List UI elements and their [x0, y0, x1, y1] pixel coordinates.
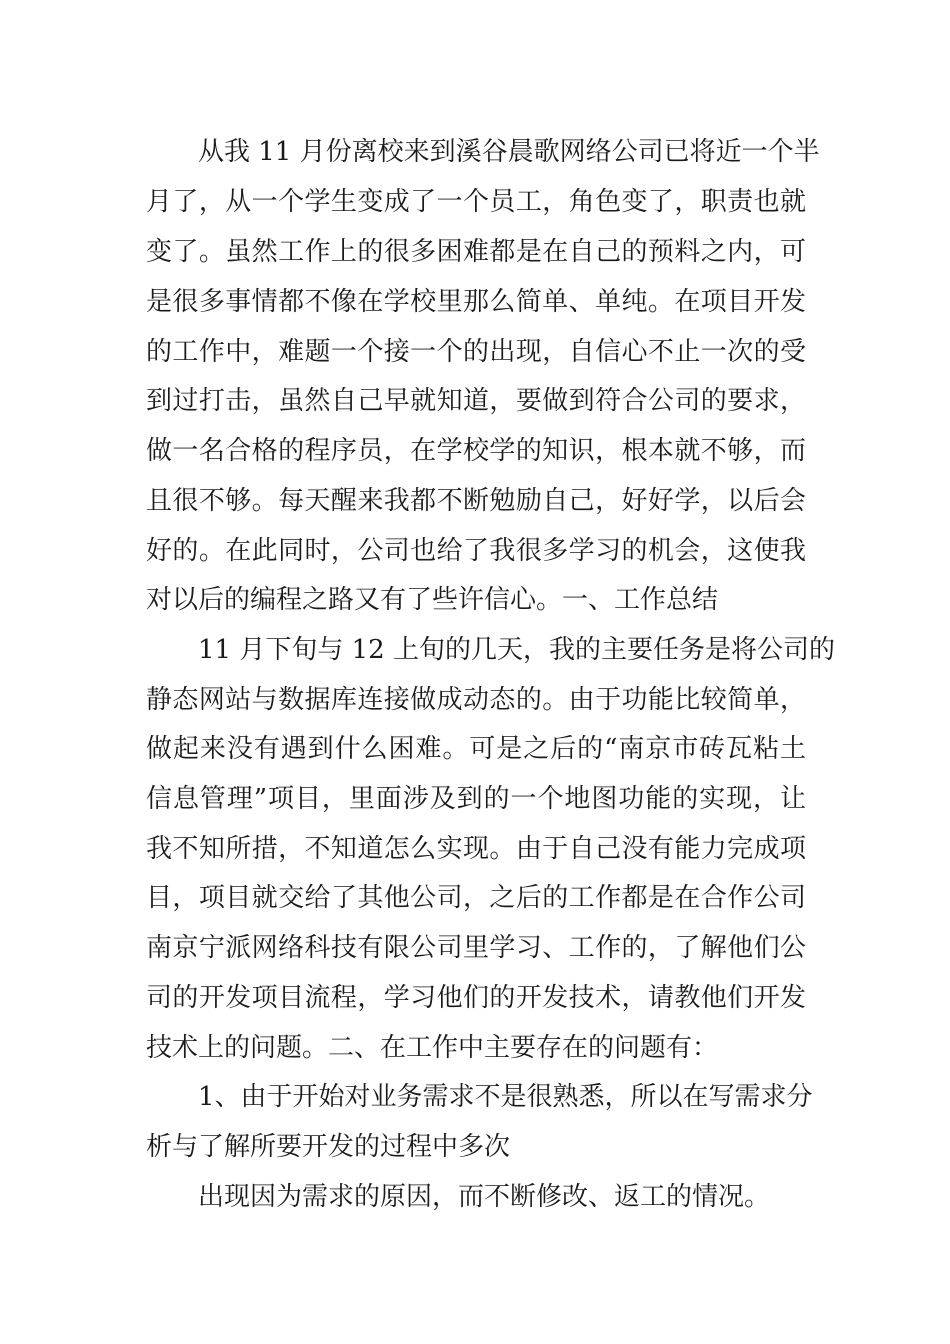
- paragraph-1-line-10: 对以后的编程之路又有了些许信心。一、工作总结: [146, 585, 719, 615]
- paragraph-2-line-7: 南京宁派网络科技有限公司里学习、工作的，了解他们公: [146, 933, 806, 963]
- paragraph-2-line-6: 目，项目就交给了其他公司，之后的工作都是在合作公司: [146, 883, 806, 913]
- paragraph-2-line-8: 司的开发项目流程，学习他们的开发技术，请教他们开发: [146, 983, 806, 1013]
- paragraph-1-line-7: 做一名合格的程序员，在学校学的知识，根本就不够，而: [146, 436, 806, 466]
- paragraph-2-line-4: 信息管理”项目，里面涉及到的一个地图功能的实现，让: [146, 784, 806, 814]
- paragraph-1-line-9: 好的。在此同时，公司也给了我很多学习的机会，这使我: [146, 536, 806, 566]
- paragraph-1-line-4: 是很多事情都不像在学校里那么简单、单纯。在项目开发: [146, 287, 806, 317]
- paragraph-1-line-5: 的工作中，难题一个接一个的出现，自信心不止一次的受: [146, 337, 806, 367]
- paragraph-1-line-6: 到过打击，虽然自己早就知道，要做到符合公司的要求，: [146, 386, 806, 416]
- paragraph-3-line-1: 1、由于开始对业务需求不是很熟悉，所以在写需求分: [198, 1082, 813, 1112]
- paragraph-3-line-2: 析与了解所要开发的过程中多次: [146, 1132, 511, 1162]
- paragraph-2-line-5: 我不知所措，不知道怎么实现。由于自己没有能力完成项: [146, 834, 806, 864]
- paragraph-2-line-1: 11 月下旬与 12 上旬的几天，我的主要任务是将公司的: [198, 635, 835, 665]
- paragraph-4-line-1: 出现因为需求的原因，而不断修改、返工的情况。: [198, 1182, 771, 1212]
- paragraph-2-line-2: 静态网站与数据库连接做成动态的。由于功能比较简单，: [146, 685, 806, 715]
- paragraph-2-line-9: 技术上的问题。二、在工作中主要存在的问题有：: [146, 1033, 719, 1063]
- paragraph-1-line-3: 变了。虽然工作上的很多困难都是在自己的预料之内，可: [146, 237, 806, 267]
- paragraph-2-line-3: 做起来没有遇到什么困难。可是之后的“南京市砖瓦粘土: [146, 734, 806, 764]
- paragraph-1-line-2: 月了，从一个学生变成了一个员工，角色变了，职责也就: [146, 187, 806, 217]
- paragraph-1-line-8: 且很不够。每天醒来我都不断勉励自己，好好学，以后会: [146, 486, 806, 516]
- paragraph-1-line-1: 从我 11 月份离校来到溪谷晨歌网络公司已将近一个半: [198, 137, 820, 167]
